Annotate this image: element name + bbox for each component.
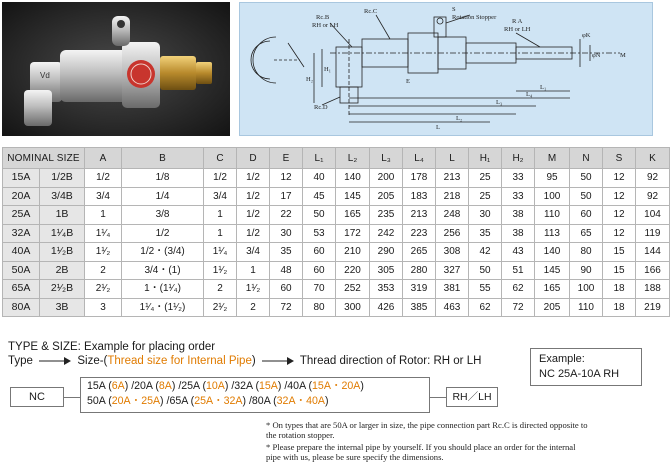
internal-pipe-size: 10A	[206, 380, 225, 392]
table-cell: 140	[535, 243, 570, 262]
table-cell: 1/2	[237, 224, 270, 243]
table-cell: 220	[336, 261, 370, 280]
table-cell: 48	[270, 261, 303, 280]
table-row	[3, 298, 670, 317]
table-cell: 30	[270, 224, 303, 243]
size-prefix: Size-(	[77, 355, 108, 367]
internal-pipe-size: 6A	[111, 380, 125, 392]
table-cell: 110	[535, 206, 570, 225]
table-cell: 113	[535, 224, 570, 243]
type-code-box: NC	[10, 387, 64, 407]
table-cell: 60	[570, 206, 603, 225]
order-title: TYPE & SIZE: Example for placing order	[8, 341, 216, 353]
nominal-size-cell: 2¹⁄₂B	[40, 280, 85, 299]
table-cell: 188	[636, 280, 670, 299]
table-cell: 319	[403, 280, 436, 299]
example-box	[530, 348, 642, 386]
size-line-1	[87, 379, 429, 394]
table-cell: 183	[403, 187, 436, 206]
nominal-size-cell: 40A	[3, 243, 40, 262]
table-cell: 18	[603, 280, 636, 299]
label-r-a: R A	[512, 18, 523, 25]
table-cell: 1/2	[122, 224, 204, 243]
table-cell: 1/4	[122, 187, 204, 206]
nominal-size-cell: 1¹⁄₂B	[40, 243, 85, 262]
nominal-size-cell: 32A	[3, 224, 40, 243]
nominal-size-cell: 20A	[3, 187, 40, 206]
table-cell: 2	[237, 298, 270, 317]
table-cell: 1¹⁄₄	[85, 224, 122, 243]
nominal-size-text: 50A (	[87, 395, 112, 407]
table-cell: 166	[636, 261, 670, 280]
footnote-2: * Please prepare the internal pipe by yourself. If you should place an order for the internal	[266, 442, 576, 452]
table-cell: 12	[603, 224, 636, 243]
table-cell: 95	[535, 169, 570, 188]
header-a: A	[85, 148, 122, 169]
table-cell: 463	[436, 298, 469, 317]
table-cell: 72	[270, 298, 303, 317]
nominal-size-text: ) /80A (	[242, 395, 277, 407]
table-cell: 22	[270, 206, 303, 225]
header-l2: L₂	[336, 148, 370, 169]
table-cell: 3/4	[204, 187, 237, 206]
table-cell: 308	[436, 243, 469, 262]
header-l4: L₄	[403, 148, 436, 169]
table-cell: 42	[469, 243, 502, 262]
header-l3: L₃	[370, 148, 403, 169]
table-cell: 33	[502, 169, 535, 188]
dimension-drawing	[239, 2, 653, 136]
table-cell: 290	[370, 243, 403, 262]
arrow-right-icon	[262, 357, 294, 365]
table-cell: 1/2	[85, 169, 122, 188]
table-cell: 92	[636, 169, 670, 188]
table-cell: 62	[469, 298, 502, 317]
table-cell: 426	[370, 298, 403, 317]
table-cell: 1¹⁄₄・(1¹⁄₂)	[122, 298, 204, 317]
table-cell: 1/2	[237, 187, 270, 206]
nominal-size-cell: 1B	[40, 206, 85, 225]
table-cell: 60	[270, 280, 303, 299]
internal-pipe-size: 15A・20A	[312, 380, 361, 392]
nominal-size-text: ) /20A (	[124, 380, 159, 392]
arrow-right-icon	[39, 357, 71, 365]
table-cell: 35	[469, 224, 502, 243]
table-cell: 51	[502, 261, 535, 280]
header-n: N	[570, 148, 603, 169]
nominal-size-text: ) /32A (	[224, 380, 260, 392]
table-cell: 30	[469, 206, 502, 225]
table-cell: 219	[636, 298, 670, 317]
header-d: D	[237, 148, 270, 169]
nominal-size-cell: 25A	[3, 206, 40, 225]
table-cell: 40	[303, 169, 336, 188]
nominal-size-text: 15A (	[87, 380, 112, 392]
table-cell: 92	[636, 187, 670, 206]
nominal-size-cell: 2B	[40, 261, 85, 280]
direction-code-box: RH／LH	[446, 387, 498, 407]
label-rh-lh-left: RH or LH	[312, 22, 339, 29]
header-c: C	[204, 148, 237, 169]
nominal-size-text: )	[360, 380, 364, 392]
table-cell: 210	[336, 243, 370, 262]
label-m: M	[620, 52, 626, 59]
nominal-size-text: ) /25A (	[171, 380, 206, 392]
table-cell: 15	[603, 243, 636, 262]
table-cell: 145	[336, 187, 370, 206]
table-cell: 25	[469, 187, 502, 206]
label-phi-n: φN	[592, 52, 601, 59]
table-cell: 1	[204, 206, 237, 225]
table-cell: 385	[403, 298, 436, 317]
nominal-size-cell: 65A	[3, 280, 40, 299]
table-cell: 60	[303, 243, 336, 262]
label-s: S	[452, 6, 456, 13]
table-cell: 45	[303, 187, 336, 206]
table-cell: 1・(1¹⁄₄)	[122, 280, 204, 299]
table-cell: 38	[502, 206, 535, 225]
header-l1: L₁	[303, 148, 336, 169]
table-row	[3, 243, 670, 262]
table-cell: 1/8	[122, 169, 204, 188]
table-cell: 205	[370, 187, 403, 206]
table-cell: 12	[270, 169, 303, 188]
table-cell: 381	[436, 280, 469, 299]
table-cell: 165	[336, 206, 370, 225]
header-l: L	[436, 148, 469, 169]
label-l3: L₃	[496, 99, 503, 106]
label-phi-k: φK	[582, 32, 591, 39]
table-cell: 280	[403, 261, 436, 280]
table-cell: 60	[303, 261, 336, 280]
table-row	[3, 224, 670, 243]
table-cell: 65	[570, 224, 603, 243]
label-l2: L₂	[456, 115, 463, 122]
table-cell: 213	[403, 206, 436, 225]
table-cell: 72	[502, 298, 535, 317]
table-cell: 104	[636, 206, 670, 225]
table-cell: 1	[85, 206, 122, 225]
table-cell: 17	[270, 187, 303, 206]
table-cell: 50	[303, 206, 336, 225]
table-cell: 223	[403, 224, 436, 243]
table-cell: 90	[570, 261, 603, 280]
table-cell: 38	[502, 224, 535, 243]
size-highlight: Thread size for Internal Pipe	[107, 355, 252, 367]
table-row	[3, 206, 670, 225]
table-cell: 1/2	[237, 169, 270, 188]
table-cell: 119	[636, 224, 670, 243]
label-rotation-stopper: Rotation Stopper	[452, 14, 497, 21]
table-cell: 50	[469, 261, 502, 280]
table-cell: 35	[270, 243, 303, 262]
nominal-size-cell: 80A	[3, 298, 40, 317]
internal-pipe-size: 25A・32A	[194, 395, 243, 407]
table-cell: 50	[570, 169, 603, 188]
table-cell: 144	[636, 243, 670, 262]
table-cell: 1¹⁄₂	[85, 243, 122, 262]
table-cell: 15	[603, 261, 636, 280]
label-rc-d: Rc.D	[314, 104, 328, 111]
table-cell: 1/2	[204, 169, 237, 188]
header-h2: H₂	[502, 148, 535, 169]
table-cell: 265	[403, 243, 436, 262]
table-cell: 235	[370, 206, 403, 225]
nominal-size-cell: 15A	[3, 169, 40, 188]
table-cell: 1¹⁄₂	[237, 280, 270, 299]
table-cell: 43	[502, 243, 535, 262]
table-cell: 12	[603, 169, 636, 188]
table-cell: 200	[370, 169, 403, 188]
internal-pipe-size: 15A	[259, 380, 278, 392]
table-cell: 165	[535, 280, 570, 299]
nominal-size-cell: 3/4B	[40, 187, 85, 206]
order-flow	[8, 355, 481, 367]
table-cell: 3/4・(1)	[122, 261, 204, 280]
label-l4: L₄	[526, 91, 533, 98]
label-rc-c: Rc.C	[364, 8, 378, 15]
table-cell: 172	[336, 224, 370, 243]
table-cell: 100	[570, 280, 603, 299]
table-cell: 2¹⁄₂	[204, 298, 237, 317]
table-cell: 110	[570, 298, 603, 317]
nominal-size-text: )	[324, 395, 329, 407]
nominal-size-text: ) /40A (	[277, 380, 313, 392]
size-options-box	[80, 377, 430, 413]
table-row	[3, 187, 670, 206]
table-cell: 145	[535, 261, 570, 280]
header-b: B	[122, 148, 204, 169]
dimension-table	[2, 147, 670, 317]
table-cell: 3	[85, 298, 122, 317]
table-cell: 140	[336, 169, 370, 188]
table-row	[3, 169, 670, 188]
footnote-1-cont: the rotation stopper.	[266, 430, 335, 440]
table-cell: 3/4	[237, 243, 270, 262]
table-cell: 205	[535, 298, 570, 317]
size-suffix: )	[251, 355, 256, 367]
label-rh-lh-right: RH or LH	[504, 26, 531, 33]
table-cell: 55	[469, 280, 502, 299]
table-row	[3, 280, 670, 299]
table-row	[3, 261, 670, 280]
table-cell: 12	[603, 206, 636, 225]
internal-pipe-size: 20A・25A	[111, 395, 161, 407]
table-cell: 252	[336, 280, 370, 299]
table-cell: 50	[570, 187, 603, 206]
thread-direction: Thread direction of Rotor: RH or LH	[299, 355, 482, 367]
table-cell: 70	[303, 280, 336, 299]
example-value: NC 25A-10A RH	[539, 368, 620, 380]
table-cell: 178	[403, 169, 436, 188]
table-cell: 242	[370, 224, 403, 243]
table-cell: 1	[237, 261, 270, 280]
label-l1: L₁	[540, 84, 547, 91]
nominal-size-cell: 1/2B	[40, 169, 85, 188]
table-cell: 1¹⁄₂	[204, 261, 237, 280]
header-m: M	[535, 148, 570, 169]
table-cell: 213	[436, 169, 469, 188]
connector-line	[64, 397, 80, 398]
table-cell: 18	[603, 298, 636, 317]
label-rc-b: Rc.B	[316, 14, 330, 21]
table-cell: 1¹⁄₄	[204, 243, 237, 262]
table-cell: 1/2	[237, 206, 270, 225]
table-cell: 256	[436, 224, 469, 243]
label-l: L	[436, 124, 440, 131]
label-e: E	[406, 78, 410, 85]
table-cell: 80	[303, 298, 336, 317]
table-cell: 1	[204, 224, 237, 243]
product-photo	[2, 2, 230, 136]
header-nominal-size: NOMINAL SIZE	[3, 148, 85, 169]
port-label: Vd	[40, 71, 50, 80]
connector-line	[430, 397, 446, 398]
header-h1: H₁	[469, 148, 502, 169]
internal-pipe-size: 8A	[158, 380, 172, 392]
nominal-size-text: ) /65A (	[160, 395, 195, 407]
header-s: S	[603, 148, 636, 169]
table-cell: 2¹⁄₂	[85, 280, 122, 299]
footnote-1: * On types that are 50A or larger in size, the pipe connection part Rc.C is directed opposite to	[266, 420, 588, 430]
internal-pipe-size: 32A・40A	[276, 395, 325, 407]
table-cell: 353	[370, 280, 403, 299]
table-header-row	[3, 148, 670, 169]
table-cell: 1/2・(3/4)	[122, 243, 204, 262]
type-label: Type	[8, 355, 33, 367]
label-h2: H₂	[306, 76, 313, 83]
table-cell: 3/4	[85, 187, 122, 206]
table-cell: 327	[436, 261, 469, 280]
label-h1: H₁	[324, 66, 331, 73]
table-cell: 62	[502, 280, 535, 299]
table-cell: 53	[303, 224, 336, 243]
size-line-2	[87, 394, 429, 409]
table-cell: 218	[436, 187, 469, 206]
header-e: E	[270, 148, 303, 169]
table-cell: 248	[436, 206, 469, 225]
nominal-size-cell: 1¹⁄₄B	[40, 224, 85, 243]
table-cell: 2	[85, 261, 122, 280]
table-cell: 25	[469, 169, 502, 188]
nominal-size-cell: 50A	[3, 261, 40, 280]
table-cell: 12	[603, 187, 636, 206]
table-cell: 100	[535, 187, 570, 206]
footnote-2-cont: pipe with us, please be sure specify the dimensions.	[266, 452, 444, 462]
nominal-size-cell: 3B	[40, 298, 85, 317]
header-k: K	[636, 148, 670, 169]
table-cell: 305	[370, 261, 403, 280]
table-cell: 80	[570, 243, 603, 262]
table-cell: 2	[204, 280, 237, 299]
table-cell: 3/8	[122, 206, 204, 225]
table-cell: 33	[502, 187, 535, 206]
table-cell: 300	[336, 298, 370, 317]
example-title: Example:	[539, 353, 585, 365]
